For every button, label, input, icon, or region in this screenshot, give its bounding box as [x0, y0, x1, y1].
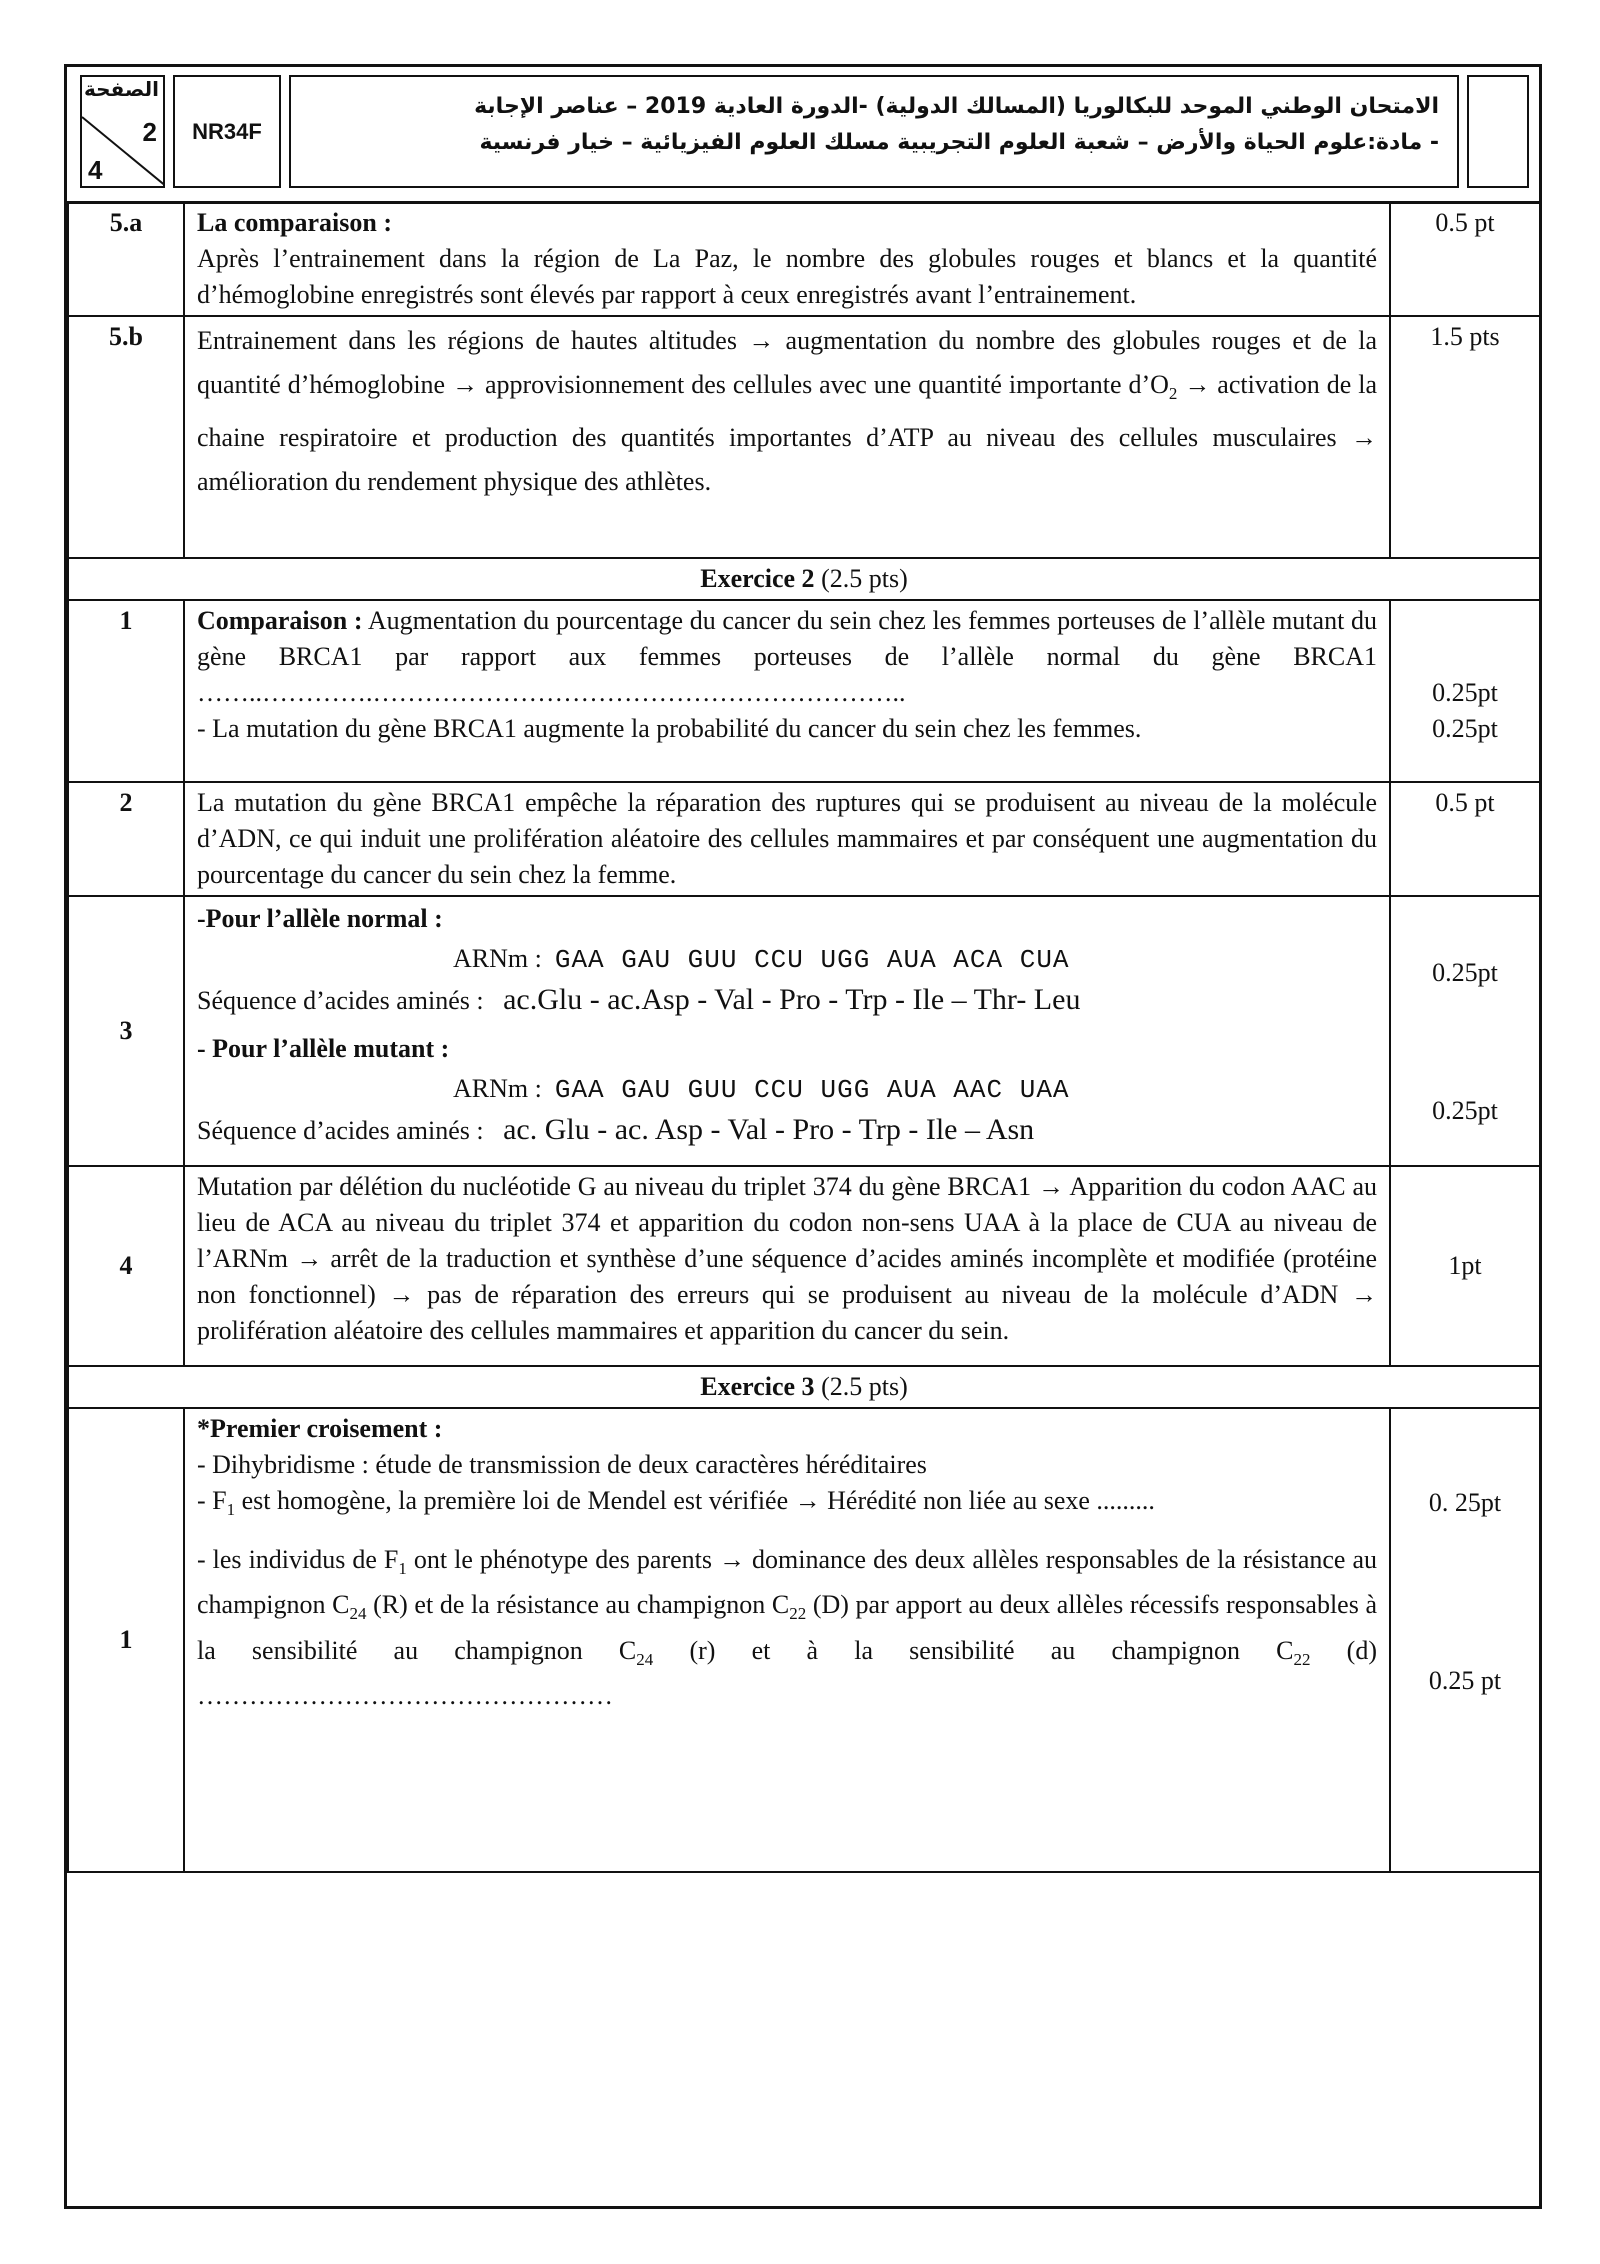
arnm-sequence: GAA GAU GUU CCU UGG AUA AAC UAA: [554, 1075, 1070, 1105]
table-row: [68, 600, 1540, 782]
amino-acid-line: [197, 980, 1377, 1021]
answer-cell: Mutation par délétion du nucléotide G au niveau du triplet 374 du gène BRCA1 → Apparition du codon AAC au lieu de ACA au niveau du triplet 374 et apparition du codon non-sens UAA à la place de CUA au niveau de l’ARNm → arrêt de la traduction et synthèse d’une séquence d’acides aminés incomplète et modifiée (protéine non fonctionnel) → pas de réparation des erreurs qui se produisent au niveau de la molécule d’ADN → prolifération aléatoire des cellules mammaires et apparition du cancer du sein.: [184, 1166, 1390, 1366]
points-cell: [1390, 1408, 1540, 1872]
amino-acid-label: Séquence d’acides aminés :: [197, 1116, 484, 1145]
arnm-line: [197, 939, 1377, 980]
question-number: 3: [68, 896, 184, 1166]
points-value: 0.25pt: [1432, 714, 1498, 743]
exercise-title: [68, 558, 1540, 600]
question-number: 2: [68, 782, 184, 896]
page-number: 2: [142, 117, 157, 147]
page-number-box: [80, 75, 165, 188]
blank-box: [1467, 75, 1529, 188]
points-value: 0. 25pt: [1428, 1488, 1502, 1517]
points-value: 0.25pt: [1432, 678, 1498, 707]
exercise-title: [68, 1366, 1540, 1408]
points-value: 0.25pt: [1432, 1096, 1498, 1125]
table-row: [68, 1166, 1540, 1366]
exercise-name: Exercice 3: [700, 1372, 815, 1401]
question-number: 1: [68, 600, 184, 782]
question-number: 5.a: [68, 202, 184, 316]
answer-heading: -Pour l’allèle normal :: [197, 904, 443, 933]
exercise-name: Exercice 2: [700, 564, 815, 593]
answer-cell: [184, 896, 1390, 1166]
arnm-line: [197, 1069, 1377, 1110]
exercise-row: [68, 558, 1540, 600]
answer-table: [67, 201, 1541, 1873]
table-row: [68, 1408, 1540, 1872]
amino-acid-sequence: ac.Glu - ac.Asp - Val - Pro - Trp - Ile – Thr- Leu: [503, 983, 1081, 1016]
points-value: 0.25 pt: [1428, 1666, 1502, 1695]
answer-cell: [184, 316, 1390, 558]
table-row: [68, 896, 1540, 1166]
points-value: 0.25pt: [1432, 958, 1498, 987]
answer-text: Augmentation du pourcentage du cancer du sein chez les femmes porteuses de l’allèle mutant du gène BRCA1 par rapport aux femmes porteuses de l’allèle normal du gène BRCA1 ……..………….……………………………………………………..: [197, 606, 1377, 707]
answer-cell: [184, 600, 1390, 782]
answer-text: → activation de la chaine respiratoire et production des quantités importantes d’ATP au niveau des cellules musculaires → amélioration du rendement physique des athlètes.: [197, 370, 1377, 497]
answer-cell: [184, 202, 1390, 316]
answer-text: - La mutation du gène BRCA1 augmente la probabilité du cancer du sein chez les femmes.: [197, 714, 1142, 743]
answer-text: - $F_1$ est homogène, la première loi de Mendel est vérifiée → Hérédité non liée au sexe .........: [197, 1486, 1155, 1520]
amino-acid-line: [197, 1110, 1377, 1151]
amino-acid-label: Séquence d’acides aminés :: [197, 986, 484, 1015]
exam-title: [289, 75, 1459, 188]
page-frame: [64, 64, 1542, 2209]
points-cell: [1390, 600, 1540, 782]
exam-code: NR34F: [173, 75, 281, 188]
exercise-row: [68, 1366, 1540, 1408]
exam-title-line1: الامتحان الوطني الموحد للبكالوريا (المسالك الدولية) -الدورة العادية 2019 – عناصر الإجابة: [474, 94, 1439, 119]
amino-acid-sequence: ac. Glu - ac. Asp - Val - Pro - Trp - Ile – Asn: [503, 1113, 1035, 1146]
points-cell: [1390, 896, 1540, 1166]
answer-cell: [184, 1408, 1390, 1872]
arnm-label: ARNm :: [453, 944, 542, 973]
answer-text: Après l’entrainement dans la région de La Paz, le nombre des globules rouges et blancs et la quantité d’hémoglobine enregistrés sont élevés par rapport à ceux enregistrés avant l’entrainement.: [197, 244, 1377, 309]
question-number: 5.b: [68, 316, 184, 558]
page-label: الصفحة: [83, 77, 159, 101]
answer-text: - les individus de $F_1$ ont le phénotype des parents → dominance des deux allèles responsables de la résistance au champignon $C_{24}$ (R) et de la résistance au champignon $C_{22}$ (D) par apport au deux allèles récessifs responsables à la sensibilité au champignon $C_{24}$ (r) et à la sensibilité au champignon $C_{22}$ (d) …………………………………………: [197, 1545, 1377, 1710]
points-cell: 0.5 pt: [1390, 782, 1540, 896]
answer-cell: La mutation du gène BRCA1 empêche la réparation des ruptures qui se produisent au niveau de la molécule d’ADN, ce qui induit une prolifération aléatoire des cellules mammaires et par conséquent une augmentation du pourcentage du cancer du sein chez la femme.: [184, 782, 1390, 896]
answer-heading: - Pour l’allèle mutant :: [197, 1034, 450, 1063]
exam-title-line2: - مادة:علوم الحياة والأرض – شعبة العلوم التجريبية مسلك العلوم الفيزيائية – خيار فرنسية: [479, 130, 1439, 155]
exercise-points: (2.5 pts): [821, 564, 908, 593]
table-row: [68, 202, 1540, 316]
arnm-label: ARNm :: [453, 1074, 542, 1103]
answer-text: Entrainement dans les régions de hautes altitudes → augmentation du nombre des globules rouges et de la quantité d’hémoglobine → approvisionnement des cellules avec une quantité importante d’O: [197, 326, 1377, 399]
table-row: [68, 782, 1540, 896]
exercise-points: (2.5 pts): [821, 1372, 908, 1401]
points-cell: 1.5 pts: [1390, 316, 1540, 558]
answer-heading: *Premier croisement :: [197, 1414, 443, 1443]
arnm-sequence: GAA GAU GUU CCU UGG AUA ACA CUA: [554, 945, 1070, 975]
question-number: 1: [68, 1408, 184, 1872]
table-row: [68, 316, 1540, 558]
answer-heading: La comparaison :: [197, 208, 392, 237]
answer-heading: Comparaison :: [197, 606, 363, 635]
points-cell: 1pt: [1390, 1166, 1540, 1366]
points-cell: 0.5 pt: [1390, 202, 1540, 316]
answer-text: - Dihybridisme : étude de transmission de deux caractères héréditaires: [197, 1450, 927, 1479]
subscript: 2: [1168, 384, 1178, 404]
question-number: 4: [68, 1166, 184, 1366]
page-header: [67, 67, 1539, 204]
page-total: 4: [88, 155, 103, 185]
